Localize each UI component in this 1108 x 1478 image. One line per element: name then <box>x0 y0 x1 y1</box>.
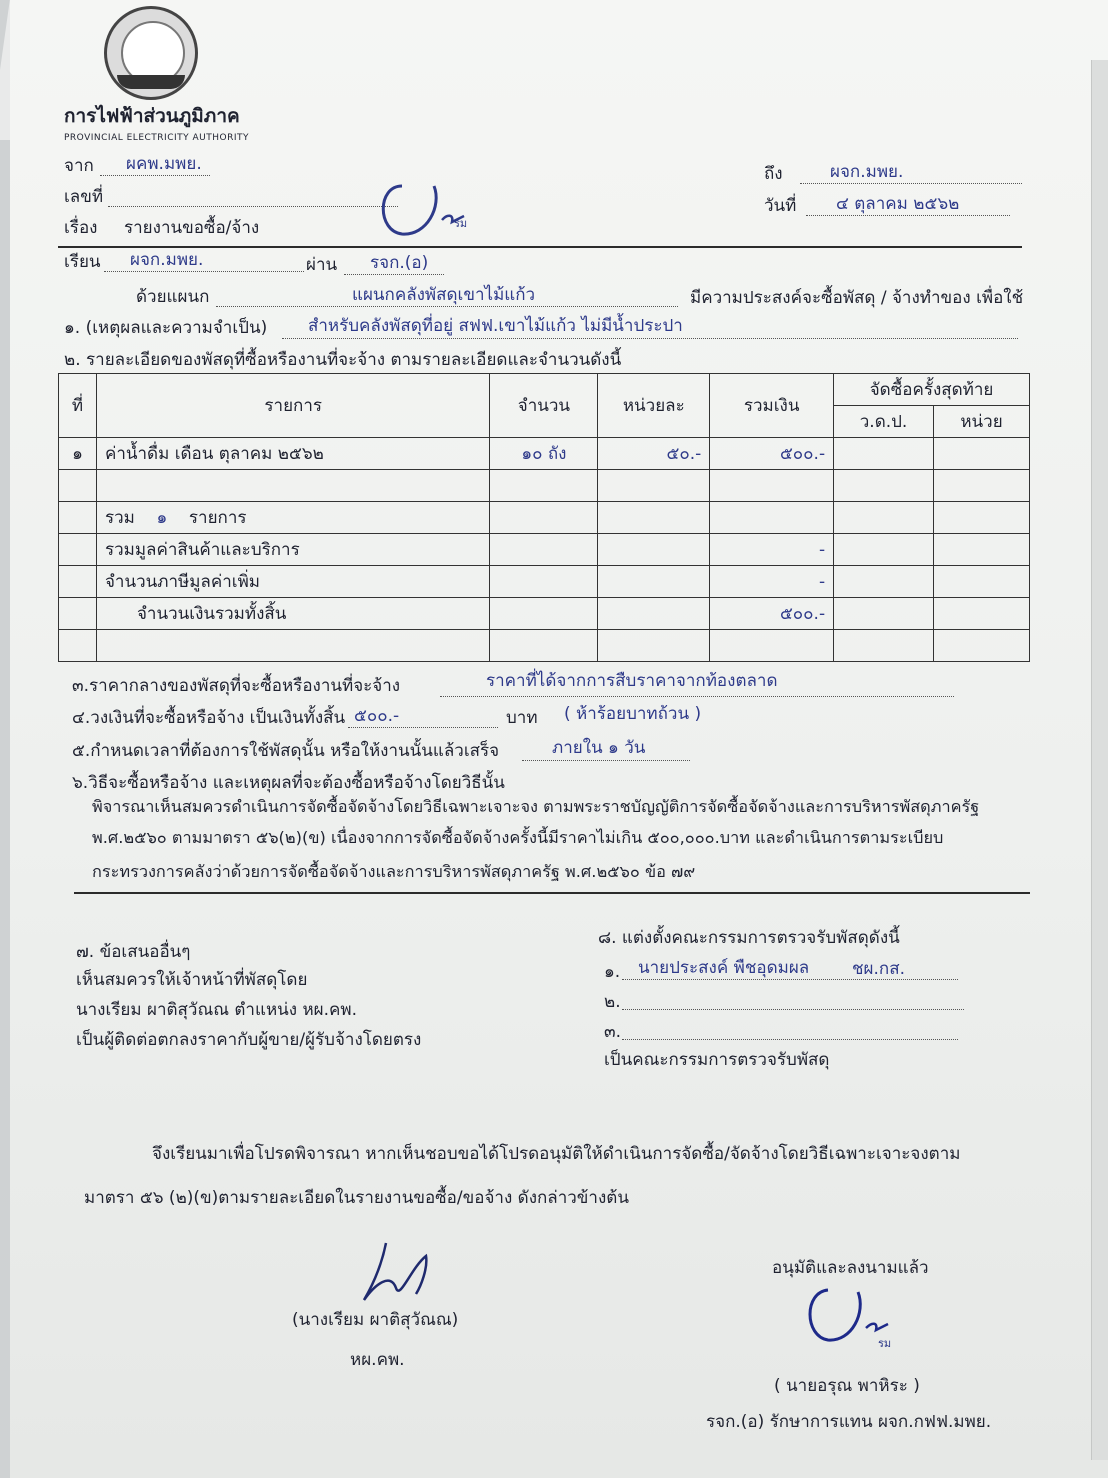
grand-total-row: จำนวนเงินรวมทั้งสิ้น ๕๐๐.- <box>59 598 1030 630</box>
item-unit-price: ๕๐.- <box>598 438 710 470</box>
approver-position: รจก.(อ) รักษาการแทน ผจก.กฟฟ.มพย. <box>706 1412 992 1432</box>
date-label: วันที่ <box>764 196 797 216</box>
grand-total: ๕๐๐.- <box>710 598 834 630</box>
dear-value: ผจก.มพย. <box>130 250 204 270</box>
header-divider <box>58 246 1022 248</box>
reason-value: สำหรับคลังพัสดุที่อยู่ สฟฟ.เขาไม้แก้ว ไม่มีน้ำประปา <box>308 316 683 336</box>
to-label: ถึง <box>764 164 783 184</box>
items-table <box>58 373 1030 662</box>
reason-label: ๑. (เหตุผลและความจำเป็น) <box>64 318 268 338</box>
via-value: รจก.(อ) <box>370 253 429 273</box>
signer-position: หผ.คพ. <box>350 1350 405 1370</box>
from-value: ผคพ.มพย. <box>126 154 202 174</box>
table-row-empty <box>59 630 1030 662</box>
col-last-purchase-header: จัดซื้อครั้งสุดท้าย <box>834 374 1030 406</box>
from-label: จาก <box>64 156 94 176</box>
col-no-header: ที่ <box>59 374 97 438</box>
item-qty: ๑๐ ถัง <box>490 438 598 470</box>
table-row: ๑ ค่าน้ำดื่ม เดือน ตุลาคม ๒๕๖๒ ๑๐ ถัง ๕๐.- ๕๐๐.- <box>59 438 1030 470</box>
via-label: ผ่าน <box>306 255 338 275</box>
col-qty-header: จำนวน <box>490 374 598 438</box>
section-divider <box>74 892 1030 894</box>
subject-label: เรื่อง <box>64 218 98 238</box>
col-date-header: ว.ด.ป. <box>834 406 934 438</box>
deadline-value: ภายใน ๑ วัน <box>552 738 646 758</box>
budget-label: ๔.วงเงินที่จะซื้อหรือจ้าง เป็นเงินทั้งสิ้น <box>72 708 346 728</box>
committee-label: ๘. แต่งตั้งคณะกรรมการตรวจรับพัสดุดังนี้ <box>598 928 900 948</box>
signer-name: (นางเรียม ผาติสุวัณณ) <box>292 1310 459 1330</box>
median-price-value: ราคาที่ได้จากการสืบราคาจากท้องตลาด <box>486 671 778 691</box>
method-line-2: พ.ศ.๒๕๖๐ ตามมาตรา ๕๖(๒)(ข) เนื่องจากการจัดซื้อจัดจ้างครั้งนี้มีราคาไม่เกิน ๕๐๐,๐๐๐.บาท และดำเนินการตามระเบียบ <box>92 828 944 847</box>
other-proposal-line-2: นางเรียม ผาติสุวัณณ ตำแหน่ง หผ.คพ. <box>76 1000 358 1020</box>
initials-top: รม <box>454 217 468 230</box>
approver-name: ( นายอรุณ พาหิระ ) <box>774 1376 920 1396</box>
details-heading: ๒. รายละเอียดของพัสดุที่ซื้อหรืองานที่จะจ้าง ตามรายละเอียดและจำนวนดังนี้ <box>64 350 622 370</box>
vat-row: จำนวนภาษีมูลค่าเพิ่ม - <box>59 566 1030 598</box>
sum-row: รวม ๑ รายการ <box>59 502 1030 534</box>
department-value: แผนกคลังพัสดุเขาไม้แก้ว <box>352 285 536 305</box>
budget-unit: บาท <box>506 708 538 728</box>
item-description: ค่าน้ำดื่ม เดือน ตุลาคม ๒๕๖๒ <box>96 438 489 470</box>
closing-line-2: มาตรา ๕๖ (๒)(ข)ตามรายละเอียดในรายงานขอซื้อ/ขอจ้าง ดังกล่าวข้างต้น <box>84 1188 629 1208</box>
initial-signature-top <box>372 176 482 246</box>
budget-value: ๕๐๐.- <box>354 706 400 726</box>
committee-member-1: นายประสงค์ พืชอุดมผล <box>638 958 810 978</box>
to-value: ผจก.มพย. <box>830 162 904 182</box>
item-total: ๕๐๐.- <box>710 438 834 470</box>
signature-requester <box>356 1238 456 1308</box>
other-proposal-label: ๗. ข้อเสนออื่นๆ <box>76 942 191 962</box>
dear-label: เรียน <box>64 252 101 272</box>
date-value: ๔ ตุลาคม ๒๕๖๒ <box>836 194 960 214</box>
median-price-label: ๓.ราคากลางของพัสดุที่จะซื้อหรืองานที่จะจ้าง <box>72 676 401 696</box>
col-unit-price-header: หน่วยละ <box>598 374 710 438</box>
subject-value: รายงานขอซื้อ/จ้าง <box>124 218 260 238</box>
table-row-empty <box>59 470 1030 502</box>
org-name-thai: การไฟฟ้าส่วนภูมิภาค <box>64 105 240 127</box>
approved-text: อนุมัติและลงนามแล้ว <box>772 1258 929 1278</box>
col-total-header: รวมเงิน <box>710 374 834 438</box>
col-item-header: รายการ <box>96 374 489 438</box>
method-label: ๖.วิธีจะซื้อหรือจ้าง และเหตุผลที่จะต้องซื้อหรือจ้างโดยวิธีนั้น <box>72 773 505 793</box>
department-label: ด้วยแผนก <box>136 287 210 307</box>
initials-approver: รม <box>878 1337 892 1350</box>
committee-member-1-position: ชผ.กส. <box>852 959 905 979</box>
committee-footer: เป็นคณะกรรมการตรวจรับพัสดุ <box>604 1050 830 1070</box>
other-proposal-line-1: เห็นสมควรให้เจ้าหน้าที่พัสดุโดย <box>76 970 308 990</box>
closing-line-1: จึงเรียนมาเพื่อโปรดพิจารณา หากเห็นชอบขอได้โปรดอนุมัติให้ดำเนินการจัดซื้อ/จัดจ้างโดยวิธีเฉพาะเจาะจงตาม <box>152 1144 961 1164</box>
pea-logo-icon <box>104 6 198 100</box>
purpose-text: มีความประสงค์จะซื้อพัสดุ / จ้างทำของ เพื่อใช้ <box>690 288 1024 308</box>
goods-value-row: รวมมูลค่าสินค้าและบริการ - <box>59 534 1030 566</box>
budget-words: ( ห้าร้อยบาทถ้วน ) <box>564 704 702 724</box>
paper-edge <box>1091 60 1108 1460</box>
method-line-1: พิจารณาเห็นสมควรดำเนินการจัดซื้อจัดจ้างโดยวิธีเฉพาะเจาะจง ตามพระราชบัญญัติการจัดซื้อจัดจ้างและการบริหารพัสดุภาครัฐ <box>92 797 980 816</box>
sum-count: ๑ <box>156 508 168 528</box>
other-proposal-line-3: เป็นผู้ติดต่อตกลงราคากับผู้ขาย/ผู้รับจ้างโดยตรง <box>76 1030 422 1050</box>
org-name-english: PROVINCIAL ELECTRICITY AUTHORITY <box>64 133 249 143</box>
col-unit-header: หน่วย <box>934 406 1030 438</box>
doc-no-label: เลขที่ <box>64 187 104 207</box>
deadline-label: ๕.กำหนดเวลาที่ต้องการใช้พัสดุนั้น หรือให้งานนั้นแล้วเสร็จ <box>72 741 500 761</box>
method-line-3: กระทรวงการคลังว่าด้วยการจัดซื้อจัดจ้างและการบริหารพัสดุภาครัฐ พ.ศ.๒๕๖๐ ข้อ ๗๙ <box>92 862 696 881</box>
